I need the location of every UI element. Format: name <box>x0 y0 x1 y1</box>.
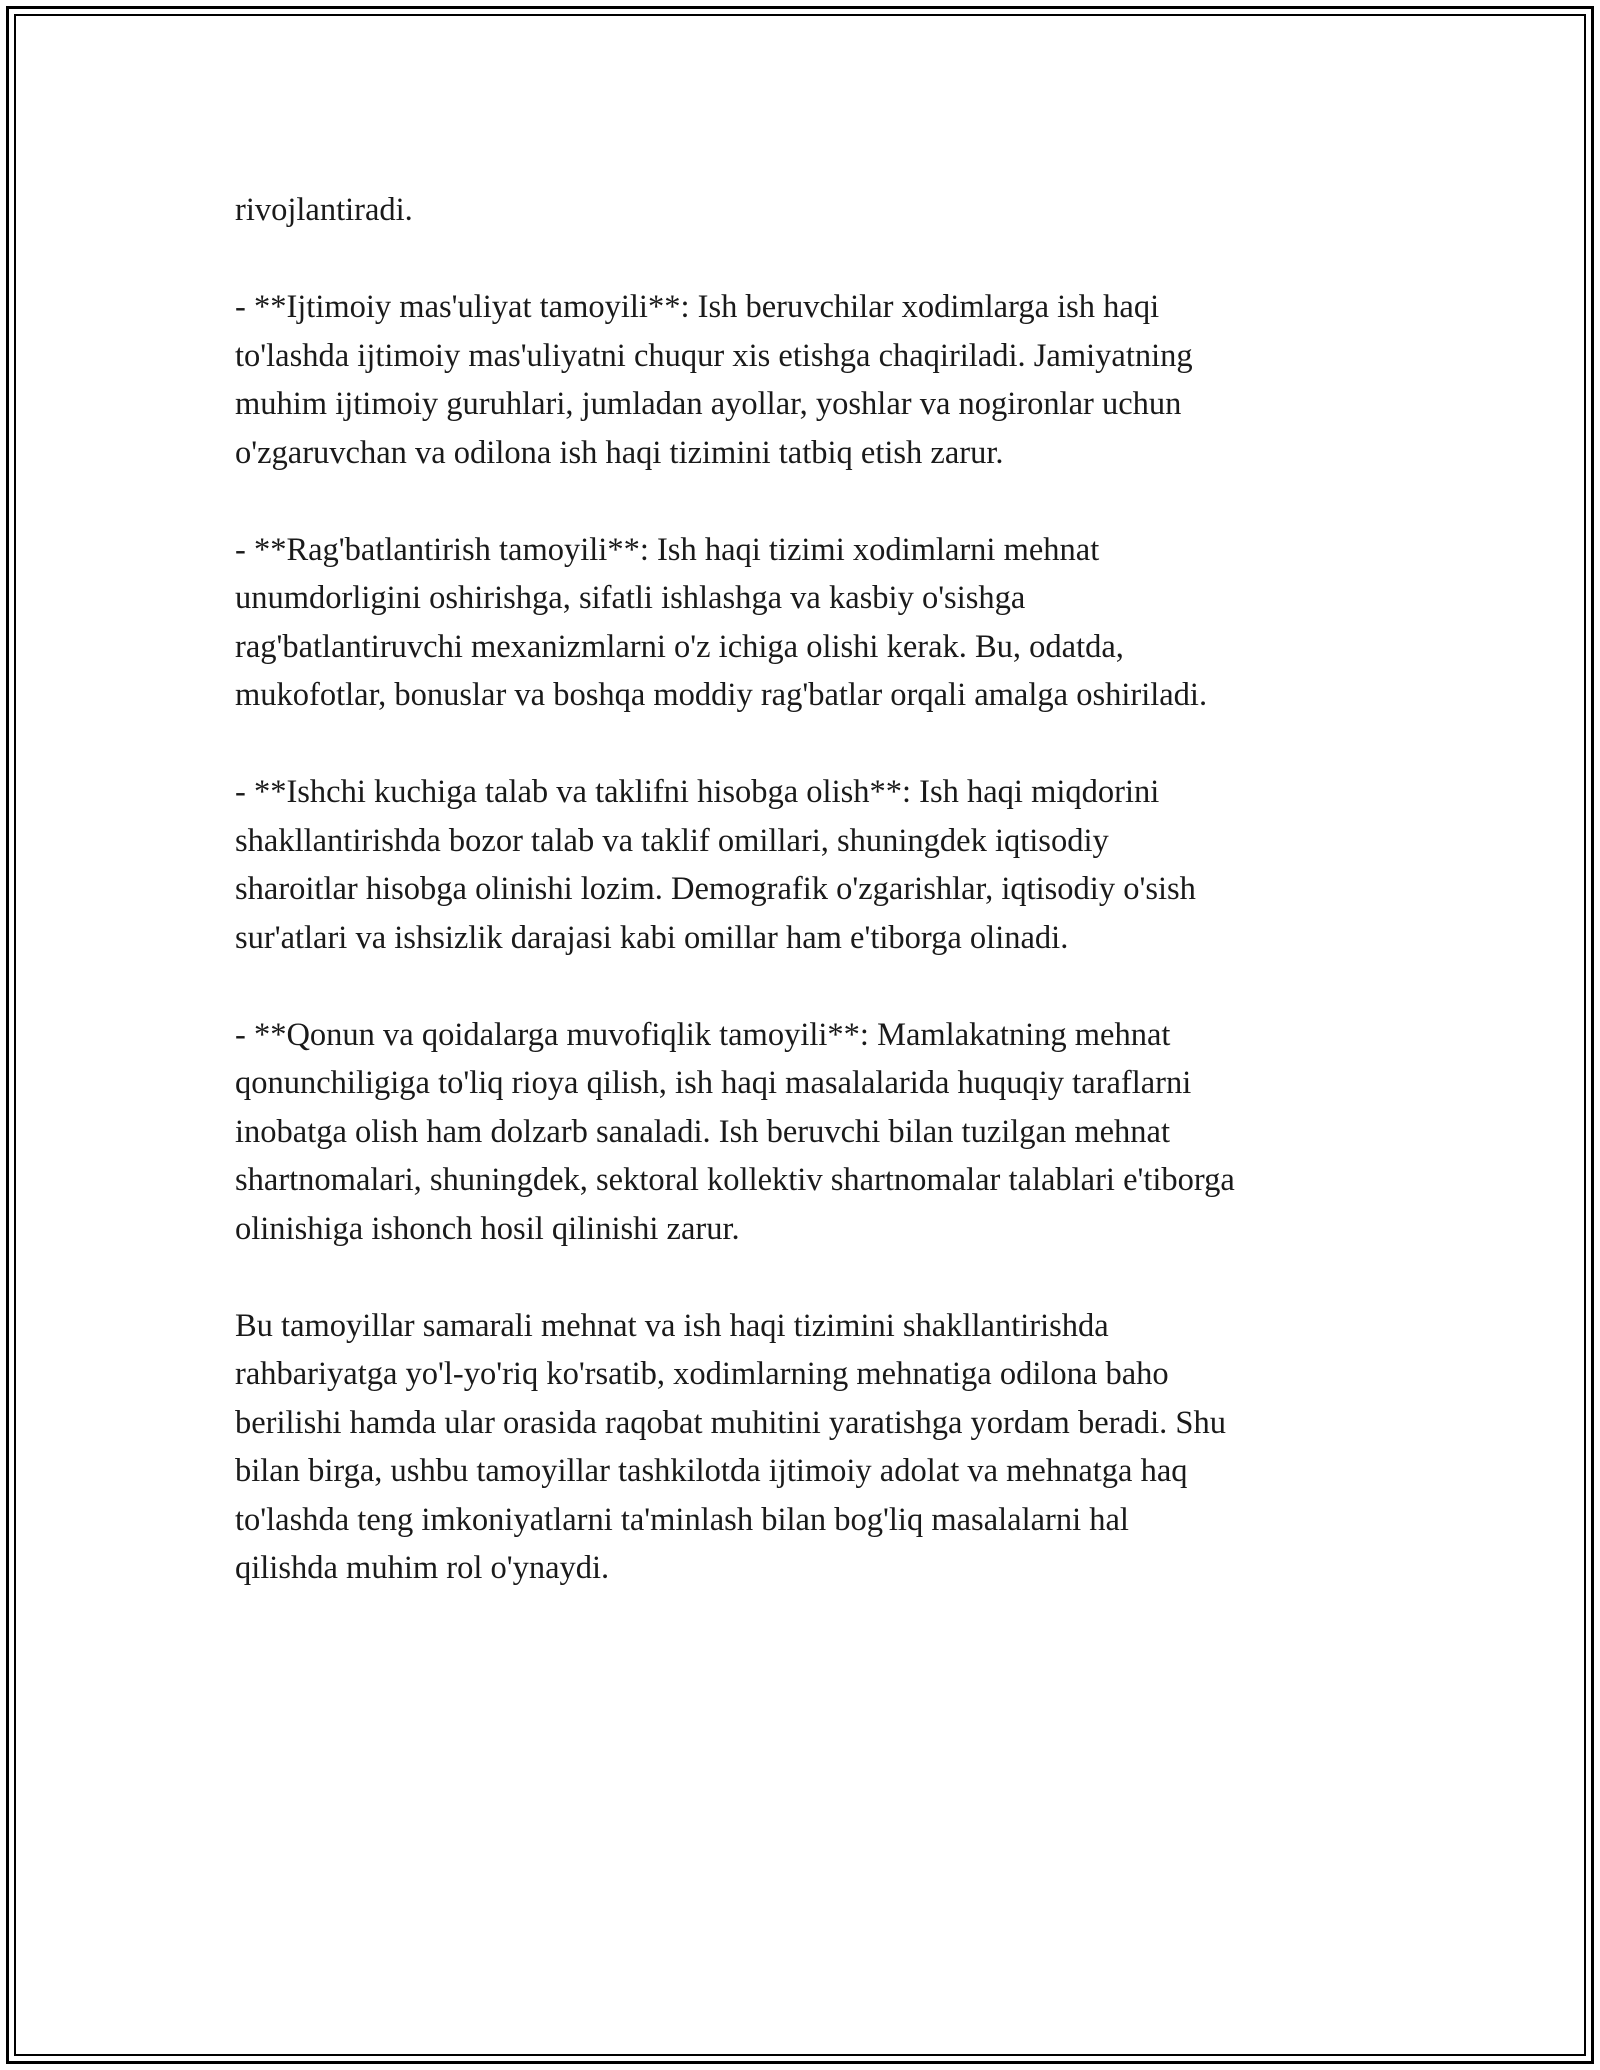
text-line: - **Qonun va qoidalarga muvofiqlik tamoyili**: Mamlakatning mehnat <box>235 1016 1171 1053</box>
text-line: - **Ijtimoiy mas'uliyat tamoyili**: Ish beruvchilar xodimlarga ish haqi <box>235 289 1160 325</box>
text-line: o'zgaruvchan va odilona ish haqi tizimini tatbiq etish zarur. <box>235 434 1004 471</box>
text-line: mukofotlar, bonuslar va boshqa moddiy rag'batlar orqali amalga oshiriladi. <box>235 677 1208 713</box>
paragraph-social-responsibility <box>235 283 1385 477</box>
text-line: qonunchiligiga to'liq rioya qilish, ish haqi masalalarida huquqiy taraflarni <box>235 1065 1192 1101</box>
text-line: qilishda muhim rol o'ynaydi. <box>235 1550 610 1586</box>
text-line: olinishiga ishonch hosil qilinishi zarur. <box>235 1210 740 1247</box>
text-line: shakllantirishda bozor talab va taklif omillari, shuningdek iqtisodiy <box>235 822 1109 859</box>
paragraph-incentive <box>235 526 1385 720</box>
text-line: berilishi hamda ular orasida raqobat muhitini yaratishga yordam beradi. Shu <box>235 1404 1226 1441</box>
text-line: - **Ishchi kuchiga talab va taklifni hisobga olish**: Ish haqi miqdorini <box>235 774 1160 810</box>
paragraph-legal-compliance <box>235 1011 1385 1254</box>
text-line: inobatga olish ham dolzarb sanaladi. Ish beruvchi bilan tuzilgan mehnat <box>235 1113 1171 1150</box>
text-line: - **Rag'batlantirish tamoyili**: Ish haqi tizimi xodimlarni mehnat <box>235 531 1100 568</box>
text-line: shartnomalari, shuningdek, sektoral kollektiv shartnomalar talablari e'tiborga <box>235 1162 1235 1198</box>
text-line: to'lashda teng imkoniyatlarni ta'minlash bilan bog'liq masalalarni hal <box>235 1501 1129 1538</box>
text-line: to'lashda ijtimoiy mas'uliyatni chuqur xis etishga chaqiriladi. Jamiyatning <box>235 337 1193 374</box>
paragraph-conclusion <box>235 1302 1385 1593</box>
paragraph-labor-supply-demand <box>235 768 1385 962</box>
text-line: Bu tamoyillar samarali mehnat va ish haqi tizimini shakllantirishda <box>235 1307 1109 1344</box>
text-line: rahbariyatga yo'l-yo'riq ko'rsatib, xodimlarning mehnatiga odilona baho <box>235 1356 1169 1392</box>
paragraph-continuation <box>235 186 1385 235</box>
text-line: rivojlantiradi. <box>235 192 413 228</box>
text-line: sur'atlari va ishsizlik darajasi kabi omillar ham e'tiborga olinadi. <box>235 919 1069 956</box>
text-line: bilan birga, ushbu tamoyillar tashkilotda ijtimoiy adolat va mehnatga haq <box>235 1453 1188 1489</box>
document-body <box>235 186 1385 1641</box>
text-line: muhim ijtimoiy guruhlari, jumladan ayollar, yoshlar va nogironlar uchun <box>235 386 1182 422</box>
text-line: rag'batlantiruvchi mexanizmlarni o'z ichiga olishi kerak. Bu, odatda, <box>235 628 1124 665</box>
text-line: unumdorligini oshirishga, sifatli ishlashga va kasbiy o'sishga <box>235 580 1026 616</box>
text-line: sharoitlar hisobga olinishi lozim. Demografik o'zgarishlar, iqtisodiy o'sish <box>235 871 1196 907</box>
